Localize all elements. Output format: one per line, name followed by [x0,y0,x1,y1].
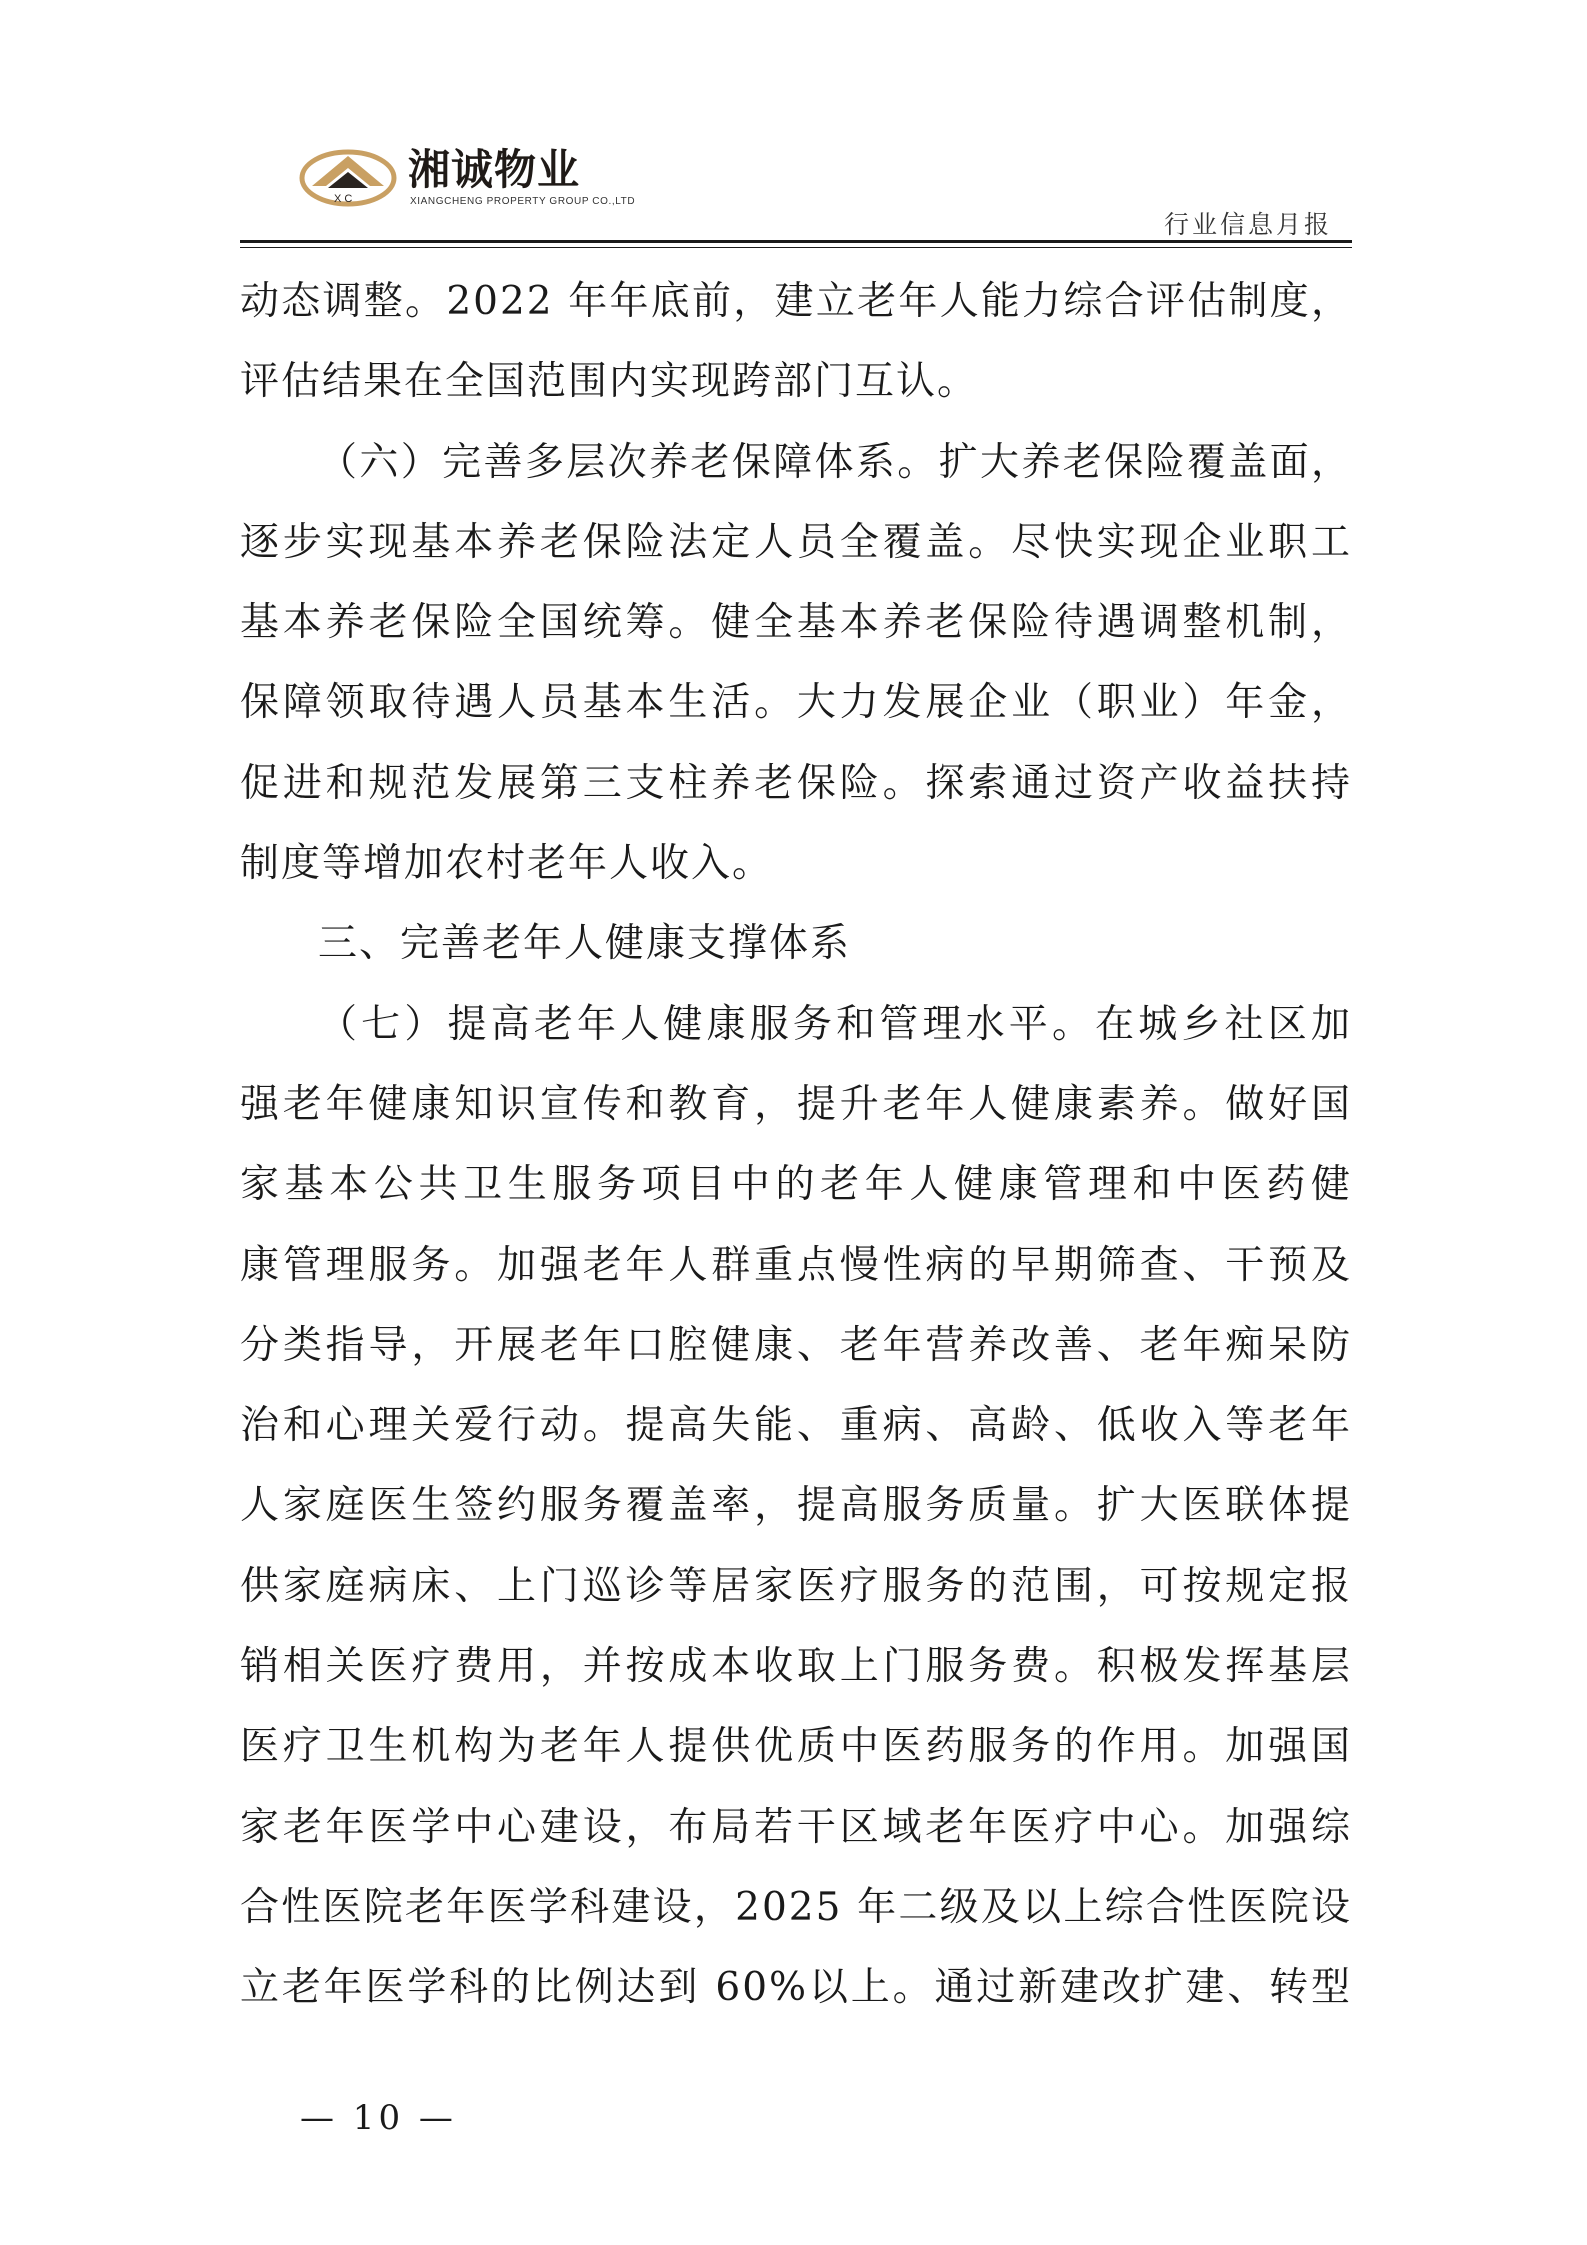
body-line: （七）提高老年人健康服务和管理水平。在城乡社区加 [318,1001,1352,1047]
company-logo [298,138,636,218]
body-line: 销相关医疗费用，并按成本收取上门服务费。积极发挥基层 [240,1644,1352,1690]
body-line: 家基本公共卫生服务项目中的老年人健康管理和中医药健 [240,1162,1352,1208]
body-line: 强老年健康知识宣传和教育，提升老年人健康素养。做好国 [240,1081,1352,1127]
body-line: 逐步实现基本养老保险法定人员全覆盖。尽快实现企业职工 [240,519,1352,565]
page-header [0,0,1587,250]
body-line: 治和心理关爱行动。提高失能、重病、高龄、低收入等老年 [240,1403,1352,1449]
body-line: 立老年医学科的比例达到 60%以上。通过新建改扩建、转型 [240,1965,1352,2011]
body-line: 保障领取待遇人员基本生活。大力发展企业（职业）年金， [240,680,1352,726]
logo-emblem-icon [298,146,398,210]
logo-company-name: 湘诚物业 [408,145,581,194]
logo-company-name-en: XIANGCHENG PROPERTY GROUP CO.,LTD [410,196,636,207]
logo-mark-letters: X C [334,193,353,205]
page-number: — 10 — [300,2098,457,2138]
header-rule-thick [240,240,1352,243]
body-line: （六）完善多层次养老保障体系。扩大养老保险覆盖面， [318,439,1352,485]
body-line: 制度等增加农村老年人收入。 [240,841,774,887]
body-line: 医疗卫生机构为老年人提供优质中医药服务的作用。加强国 [240,1724,1352,1770]
body-line: 合性医院老年医学科建设，2025 年二级及以上综合性医院设 [240,1884,1352,1930]
body-line: 动态调整。2022 年年底前，建立老年人能力综合评估制度， [240,279,1352,324]
document-body [240,262,1352,2029]
body-line: 人家庭医生签约服务覆盖率，提高服务质量。扩大医联体提 [240,1483,1352,1529]
section-heading: 三、完善老年人健康支撑体系 [318,921,852,967]
body-line: 康管理服务。加强老年人群重点慢性病的早期筛查、干预及 [240,1242,1352,1288]
header-rule-thin [240,247,1352,248]
body-line: 分类指导，开展老年口腔健康、老年营养改善、老年痴呆防 [240,1322,1352,1368]
body-line: 促进和规范发展第三支柱养老保险。探索通过资产收益扶持 [240,760,1352,806]
body-line: 家老年医学中心建设，布局若干区域老年医疗中心。加强综 [240,1804,1352,1850]
body-line: 基本养老保险全国统筹。健全基本养老保险待遇调整机制， [240,600,1352,646]
body-line: 评估结果在全国范围内实现跨部门互认。 [240,359,979,405]
body-line: 供家庭病床、上门巡诊等居家医疗服务的范围，可按规定报 [240,1563,1352,1609]
header-section-label: 行业信息月报 [1163,210,1332,239]
